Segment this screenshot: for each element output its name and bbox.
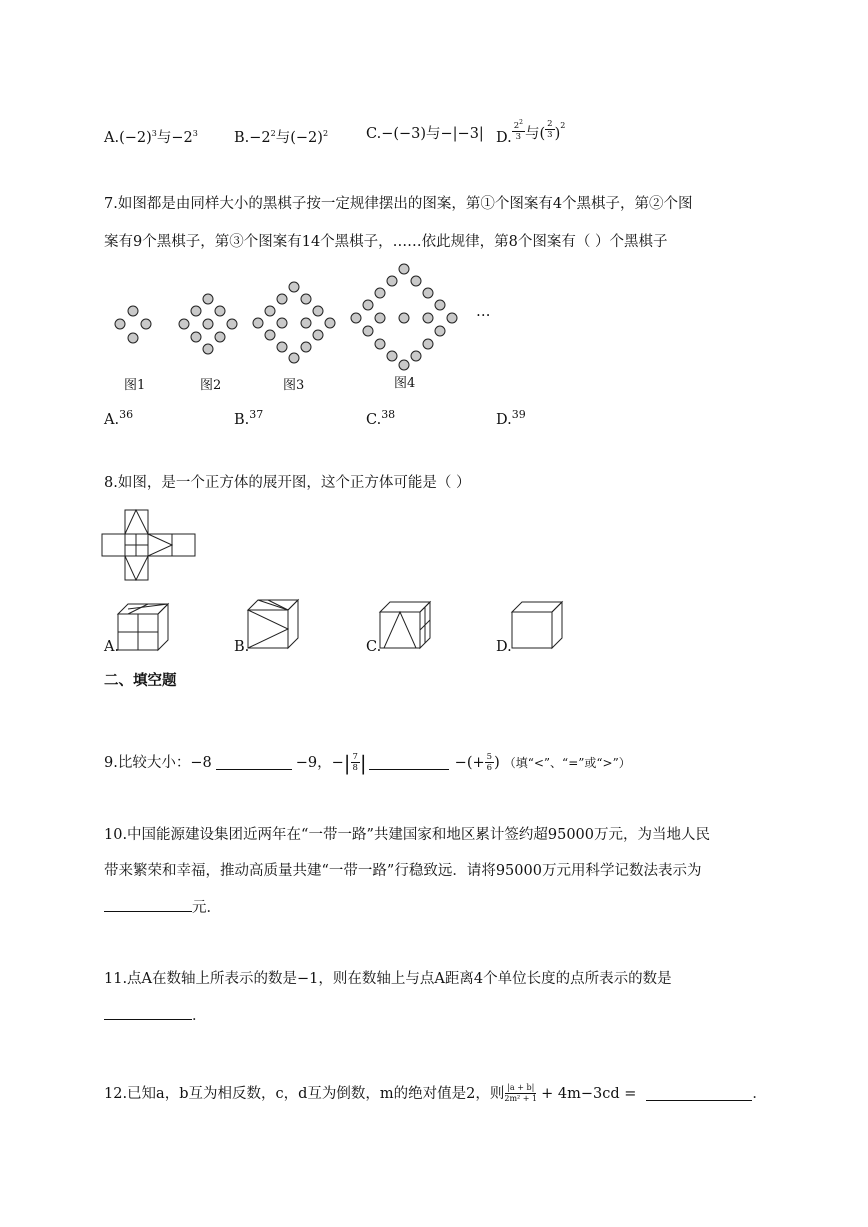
q6-option-a <box>104 124 198 148</box>
q7-option-c <box>366 405 395 430</box>
expr: −(−3)与−|−3| <box>381 126 484 142</box>
q7-fig-label-2: 图2 <box>200 378 222 393</box>
option-label: C. <box>366 126 382 142</box>
q7-text-line1: 7.如图都是由同样大小的黑棋子按一定规律摆出的图案，第①个图案有4个黑棋子，第②个图 <box>104 196 693 212</box>
numerator: |a + b| <box>507 1083 535 1092</box>
q9-fraction-1 <box>351 752 360 773</box>
option-label: D. <box>496 411 512 428</box>
section-title: 二、填空题 <box>104 673 177 689</box>
q8-option-c-label: C. <box>366 639 382 655</box>
q9-line: 9.比较大小：−8 −9，− | $\frac{7}{8}$ | −(+ $\frac{5}{6}$ ) （填“<”、“=”或“>”） <box>104 750 631 775</box>
option-label: A. <box>104 411 120 428</box>
denominator: 3 <box>515 131 522 142</box>
q9-fraction-2 <box>485 752 494 773</box>
exponent: 3 <box>192 129 198 138</box>
q7-option-a <box>104 405 133 430</box>
denominator: 8 <box>352 763 358 773</box>
q7-figure-3 <box>253 282 335 363</box>
q9-hint: （填“<”、“=”或“>”） <box>503 755 631 770</box>
expr: ) <box>554 125 561 142</box>
numerator: 2 <box>513 120 520 131</box>
q7-figure-4 <box>351 264 457 370</box>
exponent: 2 <box>322 129 329 138</box>
q7-figures <box>0 260 868 380</box>
option-label: D. <box>496 129 512 146</box>
q8-text: 8.如图，是一个正方体的展开图，这个正方体可能是（ ） <box>104 475 471 491</box>
q8-cube-net <box>102 510 202 585</box>
q9-blank-1[interactable] <box>216 755 292 770</box>
option-label: C. <box>366 411 382 428</box>
fraction <box>512 118 525 142</box>
option-value: 39 <box>511 408 526 421</box>
denominator: 2m² + 1 <box>504 1094 538 1103</box>
fraction <box>545 119 554 140</box>
q6-option-c <box>366 124 484 144</box>
q9-mid: −9，− <box>295 754 344 771</box>
q9-blank-2[interactable] <box>369 755 449 770</box>
q10-line1: 10.中国能源建设集团近两年在“一带一路”共建国家和地区累计签约超95000万元，为当地人民 <box>104 827 711 843</box>
option-value: 36 <box>119 408 134 421</box>
numerator: 7 <box>352 752 358 762</box>
q8-option-d-cube <box>510 600 570 650</box>
option-label: B. <box>234 129 250 146</box>
q11-suffix: ． <box>192 1008 207 1024</box>
expr: 与( <box>524 125 546 142</box>
q9-prefix: 9.比较大小：−8 <box>104 754 212 771</box>
expr: 与(−2) <box>275 129 323 146</box>
q8-option-d-label: D. <box>496 639 512 655</box>
option-label: A. <box>104 129 120 146</box>
q7-option-d <box>496 405 526 430</box>
option-value: 38 <box>381 408 396 421</box>
option-value: 37 <box>249 408 264 421</box>
q8-option-a-cube <box>116 602 176 652</box>
q12-rest: + 4m−3cd = <box>541 1085 637 1102</box>
option-label: B. <box>234 411 250 428</box>
q7-fig-label-1: 图1 <box>124 378 146 393</box>
q12-blank[interactable] <box>646 1086 752 1101</box>
expr: −2 <box>249 129 271 146</box>
q7-fig-label-3: 图3 <box>283 378 305 393</box>
q8-option-a-label: A. <box>104 639 120 655</box>
q12-prefix: 12.已知a，b互为相反数，c，d互为倒数，m的绝对值是2，则 <box>104 1085 505 1102</box>
q8-option-c-cube <box>378 600 438 650</box>
q8-option-b-cube <box>246 598 306 648</box>
numerator: 5 <box>486 752 493 762</box>
q9-paren-open: −(+ <box>454 754 485 771</box>
q11-line2 <box>104 1005 207 1026</box>
expr: 与−2 <box>156 129 193 146</box>
q7-figure-1 <box>115 306 151 343</box>
denominator: 6 <box>486 763 493 773</box>
q7-figure-2 <box>179 294 237 354</box>
q7-fig-label-4: 图4 <box>394 376 416 391</box>
q11-line1: 11.点A在数轴上所表示的数是−1，则在数轴上与点A距离4个单位长度的点所表示的数是 <box>104 971 672 987</box>
denominator: 3 <box>547 130 553 141</box>
numerator: 2 <box>547 119 553 130</box>
exponent: 3 <box>151 129 157 138</box>
exponent: 2 <box>270 129 276 138</box>
exponent: 2 <box>519 118 523 126</box>
q9-paren-close: ) <box>494 754 500 771</box>
q10-line3 <box>104 897 221 918</box>
exponent: 2 <box>560 121 566 130</box>
q12-suffix: ． <box>752 1085 767 1102</box>
q7-ellipsis: … <box>476 304 491 320</box>
q8-option-b-label: B. <box>234 639 250 655</box>
q11-blank[interactable] <box>104 1005 192 1020</box>
q7-option-b <box>234 405 263 430</box>
q10-suffix: 元． <box>192 900 221 916</box>
q10-blank[interactable] <box>104 897 192 912</box>
q10-line2: 带来繁荣和幸福，推动高质量共建“一带一路”行稳致远．请将95000万元用科学记数法表示为 <box>104 863 702 879</box>
q6-option-d <box>496 116 566 146</box>
q12-fraction <box>504 1083 537 1104</box>
q7-text-line2: 案有9个黑棋子，第③个图案有14个黑棋子，……依此规律，第8个图案有（ ）个黑棋子 <box>104 234 668 250</box>
q12-line <box>104 1083 767 1104</box>
expr: (−2) <box>119 129 152 146</box>
q6-option-b <box>234 124 328 148</box>
